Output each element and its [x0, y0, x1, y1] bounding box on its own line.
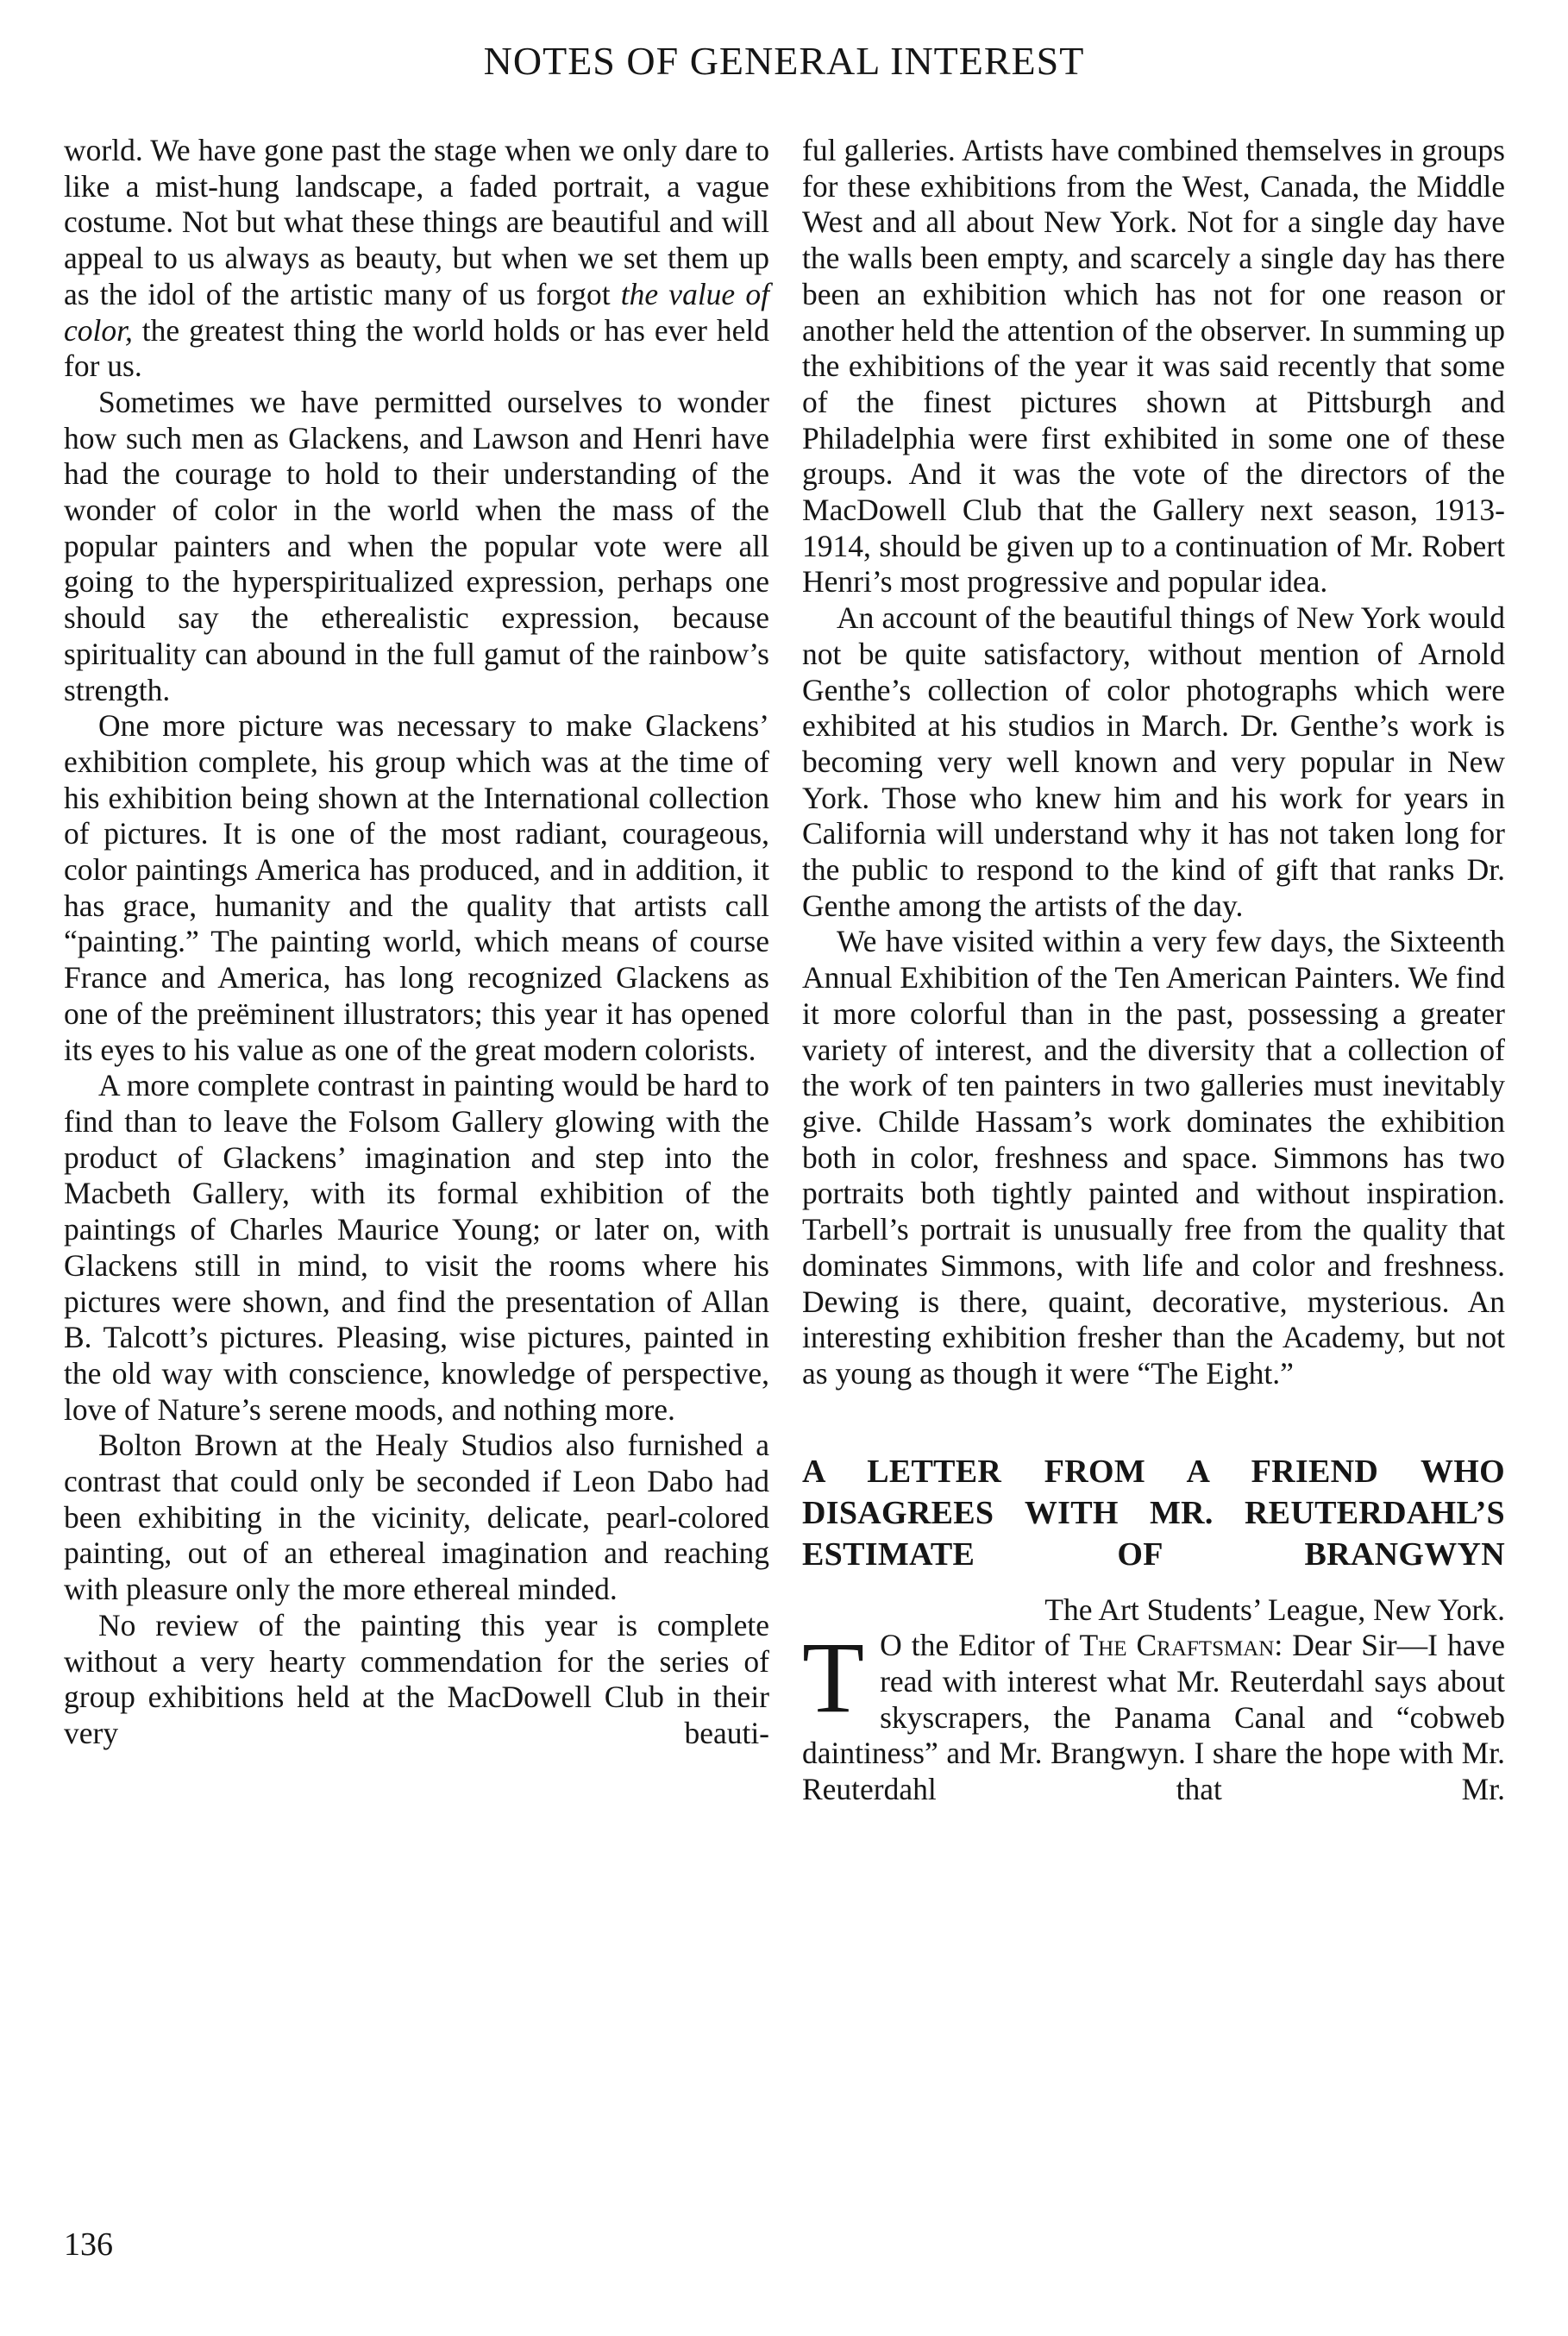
- paragraph-5: Bolton Brown at the Healy Studios also furnished a contrast that could only be seconded if Leon Dabo had been exhibiting in the vicinity, delicate, pearl-colored painting, out of an ethereal imagination and reaching with pleasure only the more ethereal minded.: [64, 1428, 769, 1607]
- paragraph-6: No review of the painting this year is complete without a very hearty commendation for the series of group exhibitions held at the MacDowell Club in their very beauti-: [64, 1607, 769, 1750]
- letter-dateline: The Art Students’ League, New York.: [1044, 1592, 1505, 1627]
- paragraph-1-text-a: world. We have gone past the stage when we only dare to like a mist-hung landscape, a faded portrait, a vague costume. Not but what these things are beautiful and will appeal to us always as beauty, but when we set them up as the idol of the artistic many of us forgot: [64, 133, 769, 311]
- paragraph-1: [64, 133, 769, 385]
- drop-cap: T: [802, 1621, 865, 1735]
- letter-heading: A LETTER FROM A FRIEND WHO DISAGREES WITH MR. REUTERDAHL’S ESTIMATE OF BRANGWYN: [802, 1453, 1505, 1573]
- paragraph-2: Sometimes we have permitted ourselves to wonder how such men as Glackens, and Lawson and Henri have had the courage to hold to their understanding of the wonder of color in the world when the mass of the popular painters and when the popular vote were all going to the hyperspiritualized expression, perhaps one should say the etherealistic expression, because spirituality can abound in the full gamut of the rainbow’s strength.: [64, 384, 769, 707]
- letter-salutation-a: O the Editor of: [880, 1628, 1080, 1663]
- paragraph-8: An account of the beautiful things of New York would not be quite satisfactory, without mention of Arnold Genthe’s collection of color photographs which were exhibited at his studios in March. Dr. Genthe’s work is becoming very well known and very popular in New York. Those who knew him and his work for years in California will understand why it has not taken long for the public to respond to the kind of gift that ranks Dr. Genthe among the artists of the day.: [802, 600, 1505, 923]
- left-column: [64, 133, 769, 1752]
- paragraph-1-text-b: the greatest thing the world holds or has ever held for us.: [64, 312, 769, 384]
- letter-body-text: Dear Sir—I have read with interest what Mr. Reuterdahl says about skyscrapers, the Panama Canal and “cobweb daintiness” and Mr. Brangwyn. I share the hope with Mr. Reuterdahl that Mr.: [802, 1628, 1505, 1807]
- paragraph-3: One more picture was necessary to make Glackens’ exhibition complete, his group which was at the time of his exhibition being shown at the International collection of pictures. It is one of the most radiant, courageous, color paintings America has produced, and in addition, it has grace, humanity and the quality that artists call “painting.” The painting world, which means of course France and America, has long recognized Glackens as one of the preëminent illustrators; this year it has opened its eyes to his value as one of the great modern colorists.: [64, 708, 769, 1067]
- running-title: NOTES OF GENERAL INTEREST: [483, 39, 1085, 83]
- emphasis-value-of-color: the value of color,: [64, 276, 769, 348]
- paragraph-9: We have visited within a very few days, the Sixteenth Annual Exhibition of the Ten American Painters. We find it more colorful than in the past, possessing a greater variety of interest, and the diversity that a collection of the work of ten painters in two galleries must inevitably give. Childe Hassam’s work dominates the exhibition both in color, freshness and space. Simmons has two portraits both tightly painted and without inspiration. Tarbell’s portrait is unusually free from the quality that dominates Simmons, with life and color and freshness. Dewing is there, quaint, decorative, mysterious. An interesting exhibition fresher than the Academy, but not as young as though it were “The Eight.”: [802, 924, 1505, 1391]
- paragraph-4: A more complete contrast in painting would be hard to find than to leave the Folsom Gallery glowing with the product of Glackens’ imagination and step into the Macbeth Gallery, with its formal exhibition of the paintings of Charles Maurice Young; or later on, with Glackens still in mind, to visit the rooms where his pictures were shown, and find the presentation of Allan B. Talcott’s pictures. Pleasing, wise pictures, painted in the old way with conscience, knowledge of perspective, love of Nature’s serene moods, and nothing more.: [64, 1068, 769, 1427]
- right-column: [802, 133, 1505, 1808]
- letter-body: [802, 1621, 1505, 1808]
- letter-salutation-b: :: [1274, 1628, 1283, 1663]
- paragraph-7: ful galleries. Artists have combined themselves in groups for these exhibitions from the West, Canada, the Middle West and all about New York. Not for a single day have the walls been empty, and scarcely a single day has there been an exhibition which has not for one reason or another held the attention of the observer. In summing up the exhibitions of the year it was said recently that some of the finest pictures shown at Pittsburgh and Philadelphia were first exhibited in some one of these groups. And it was the vote of the directors of the MacDowell Club that the Gallery next season, 1913-1914, should be given up to a continuation of Mr. Robert Henri’s most progressive and popular idea.: [802, 133, 1505, 600]
- magazine-name: The Craftsman: [1079, 1628, 1275, 1663]
- page-number: 136: [64, 2226, 113, 2263]
